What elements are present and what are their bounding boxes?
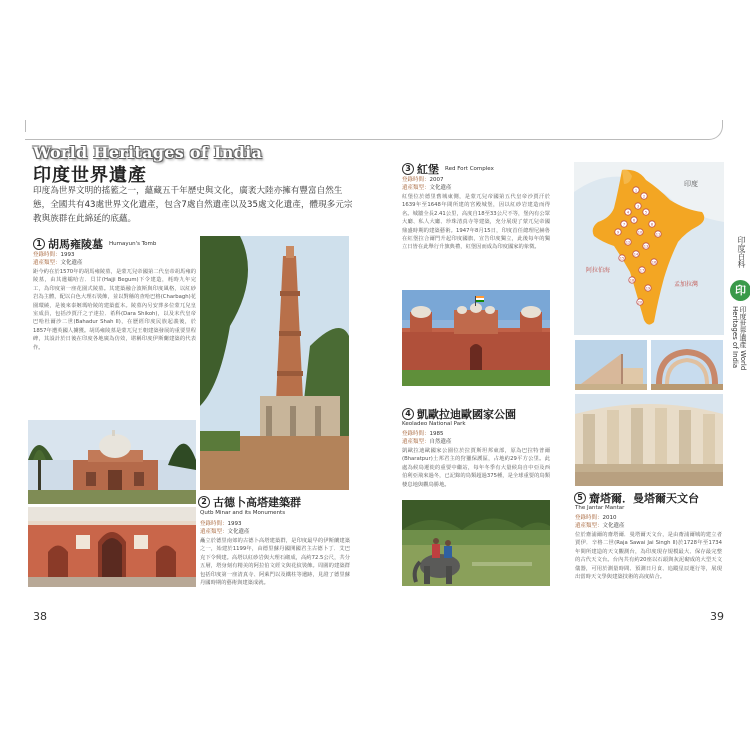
section-1-meta <box>33 251 83 267</box>
red-fort-photo <box>402 290 550 386</box>
section-5-heading <box>574 490 699 506</box>
section-number: 4 <box>402 408 414 420</box>
map-pin-label: 1 <box>634 188 638 193</box>
jantar-mantar-photo-1 <box>575 340 647 390</box>
section-4-meta <box>402 430 452 446</box>
type-label: 遺產類型： <box>33 260 61 266</box>
section-title: 齋塔爾．曼塔爾天文台 <box>589 492 699 505</box>
keoladeo-photo <box>402 500 550 586</box>
year-value: 2010 <box>602 515 617 521</box>
year-value: 1993 <box>227 521 242 527</box>
side-tab-label: 印度世界遺產 World Heritages of India <box>731 306 747 371</box>
section-5-body: 位於齋浦爾的齋塔爾．曼塔爾天文台，是由齋浦爾城的建立者賈伊．辛格二世(Raja Sawai Jai Singh II)於1728年至1734年間所建造的天文觀測台，為印度現存規模最大、保存最完整的古代天文台。台內共有約20座以石頭與灰泥砌成的大型天文儀器，可用於測量時間、預測日月食、追蹤星辰運行等，展現出當時天文學與建築技術的高度結合。 <box>575 532 722 581</box>
type-label: 遺產類型： <box>402 185 430 191</box>
page-edge-top <box>25 120 723 140</box>
year-label: 登錄時間： <box>200 521 228 527</box>
type-value: 文化遺產 <box>429 185 452 191</box>
humayun-tomb-facade-photo <box>28 507 196 587</box>
map-pin-label: 2 <box>642 194 646 199</box>
year-value: 1985 <box>429 431 444 437</box>
type-value: 文化遺產 <box>227 529 250 535</box>
map-pin-label: 14 <box>633 252 639 257</box>
type-value: 文化遺產 <box>602 523 625 529</box>
map-pin-label: 20 <box>637 300 643 305</box>
section-number: 1 <box>33 238 45 250</box>
intro-paragraph: 印度為世界文明的搖籃之一，蘊藏五千年歷史與文化，廣袤大陸亦擁有豐富自然生態，全國共有43處世界文化遺產，包含7處自然遺產以及35處文化遺產，體現多元宗教與族群在此綿延的底蘊。 <box>33 186 353 224</box>
section-3-body: 紅堡位於德里舊城東側，是蒙兀兒帝國第五代皇帝沙賈汗於1639年至1648年間所建的宮殿城堡，因以紅砂岩建造而得名。城牆全長2.41公里，高度自18至33公尺不等，堡內有公眾大廳、私人大廳、珍珠清真寺等建築，充分展現了蒙兀兒帝國鼎盛時期的建築藝術。1947年8月15日，印度首任總理尼赫魯在紅堡拉合爾門升起印度國旗，宣告印度獨立，此後每年的獨立日皆在此舉行升旗典禮，紅堡因而成為印度國家的象徵。 <box>402 194 550 251</box>
section-number: 3 <box>402 163 414 175</box>
map-pin-label: 4 <box>626 210 630 215</box>
map-pin-label: 3 <box>636 204 640 209</box>
year-label: 登錄時間： <box>402 431 430 437</box>
year-value: 1993 <box>60 252 75 258</box>
section-title-en: Red Fort Complex <box>445 166 494 172</box>
map-pin-label: 17 <box>639 268 645 273</box>
section-number: 5 <box>574 492 586 504</box>
section-title: 胡馬雍陵墓 <box>48 238 103 251</box>
section-4-title-en: Keoladeo National Park <box>402 421 466 427</box>
section-2-body: 矗立於德里南郊的古德卜高塔建築群，是印度最早的伊斯蘭建築之一，始建於1199年，由德里蘇丹國開國君主古德卜丁．艾巴克下令興建。高塔以紅砂岩與大理石砌成，高約72.5公尺，共分五層，塔身刻有精美的阿拉伯文經文與花紋裝飾。周圍的建築群包括印度第一座清真寺、阿萊門以及鐵柱等遺跡，見證了德里蘇丹國時期的藝術與建築成就。 <box>200 538 350 587</box>
map-pin-label: 8 <box>650 222 654 227</box>
year-label: 登錄時間： <box>33 252 61 258</box>
section-3-heading <box>402 161 494 177</box>
section-4-heading <box>402 406 516 422</box>
year-value: 2007 <box>429 177 444 183</box>
map-pin-label: 9 <box>616 230 620 235</box>
section-3-meta <box>402 176 452 192</box>
section-4-body: 凱歐拉迪歐國家公園位於拉賈斯坦邦東部，原為巴拉特普爾(Bharatpur)土邦君主的狩獵保護區，占地約29平方公里。此處為候鳥遷徙的重要中繼站，每年冬季有大量候鳥自中亞及西伯利亞飛來過冬，已記錄的鳥類超過375種，是全球重要的鳥類棲息地與觀鳥勝地。 <box>402 448 550 488</box>
section-title: 古德卜高塔建築群 <box>213 496 301 509</box>
section-2-title-en: Qutb Minar and its Monuments <box>200 510 286 516</box>
year-label: 登錄時間： <box>402 177 430 183</box>
section-1-heading <box>33 236 156 252</box>
map-pin-label: 7 <box>622 222 626 227</box>
map-pin-label: 13 <box>643 244 649 249</box>
year-label: 登錄時間： <box>575 515 603 521</box>
qutb-minar-photo <box>200 236 349 490</box>
section-title: 凱歐拉迪歐國家公園 <box>417 408 516 421</box>
side-tab-category: 印度百科 <box>737 236 746 268</box>
jantar-mantar-photo-3 <box>575 394 723 486</box>
type-label: 遺產類型： <box>200 529 228 535</box>
page-edge-left <box>25 120 26 132</box>
map-sea-left: 阿拉伯海 <box>586 267 611 274</box>
side-tab-circle: 印 <box>730 280 750 301</box>
jantar-mantar-photo-2 <box>651 340 723 390</box>
map-pin-label: 18 <box>629 278 635 283</box>
map-pin-label: 11 <box>655 232 661 237</box>
map-pin-label: 19 <box>645 286 651 291</box>
map-pin-label: 16 <box>651 260 657 265</box>
section-number: 2 <box>198 496 210 508</box>
map-pin-label: 5 <box>644 210 648 215</box>
section-title-en: Humayun's Tomb <box>109 241 157 247</box>
map-sea-right: 孟加拉灣 <box>674 281 699 288</box>
type-label: 遺產類型： <box>575 523 603 529</box>
map-country-label: 印度 <box>684 180 698 188</box>
series-title: World Heritages of India <box>33 143 263 162</box>
india-heritage-map <box>574 162 724 335</box>
section-2-meta <box>200 520 250 536</box>
page-number-left: 38 <box>33 610 47 623</box>
humayun-tomb-photo <box>28 420 196 504</box>
map-pin-label: 10 <box>637 230 643 235</box>
section-5-meta <box>575 514 625 530</box>
page-title: 印度世界遺產 <box>33 165 147 186</box>
type-value: 自然遺產 <box>429 439 452 445</box>
side-tab <box>731 236 750 406</box>
section-5-title-en: The Jantar Mantar <box>575 505 625 511</box>
type-value: 文化遺產 <box>60 260 83 266</box>
type-label: 遺產類型： <box>402 439 430 445</box>
section-title: 紅堡 <box>417 163 439 176</box>
map-pin-label: 12 <box>625 240 631 245</box>
section-2-heading <box>198 494 301 510</box>
map-pin-label: 6 <box>632 218 636 223</box>
page-number-right: 39 <box>710 610 724 623</box>
section-1-body: 距今約在於1570年的胡馬雍陵墓，是蒙兀兒帝國第二代皇帝胡馬雍的陵墓，由其遺孀哈吉．貝甘(Hajji Begum)下令建造，耗時九年完工，為印度第一座花園式陵墓。其建築融合波斯與印度風格，以紅砂岩為主體，配以白色大理石裝飾，並以對稱的查哈巴格(Charbagh)花園環繞，是後來泰姬瑪哈陵的建築藍本。陵墓內另安葬多位蒙兀兒皇室成員，包括沙賈汗之子達拉．希科(Dara Shikoh)，以及末代皇帝巴哈杜爾沙二世(Bahadur Shah II)，在歷經印度民族起義後，於1857年遭英國人擄獲。胡馬雍陵墓是蒙兀兒王朝建築發展的重要里程碑，其設計於日後在印度各地廣為仿效，堪稱印度伊斯蘭建築的代表作。 <box>33 269 196 351</box>
map-pin-label: 15 <box>619 256 625 261</box>
